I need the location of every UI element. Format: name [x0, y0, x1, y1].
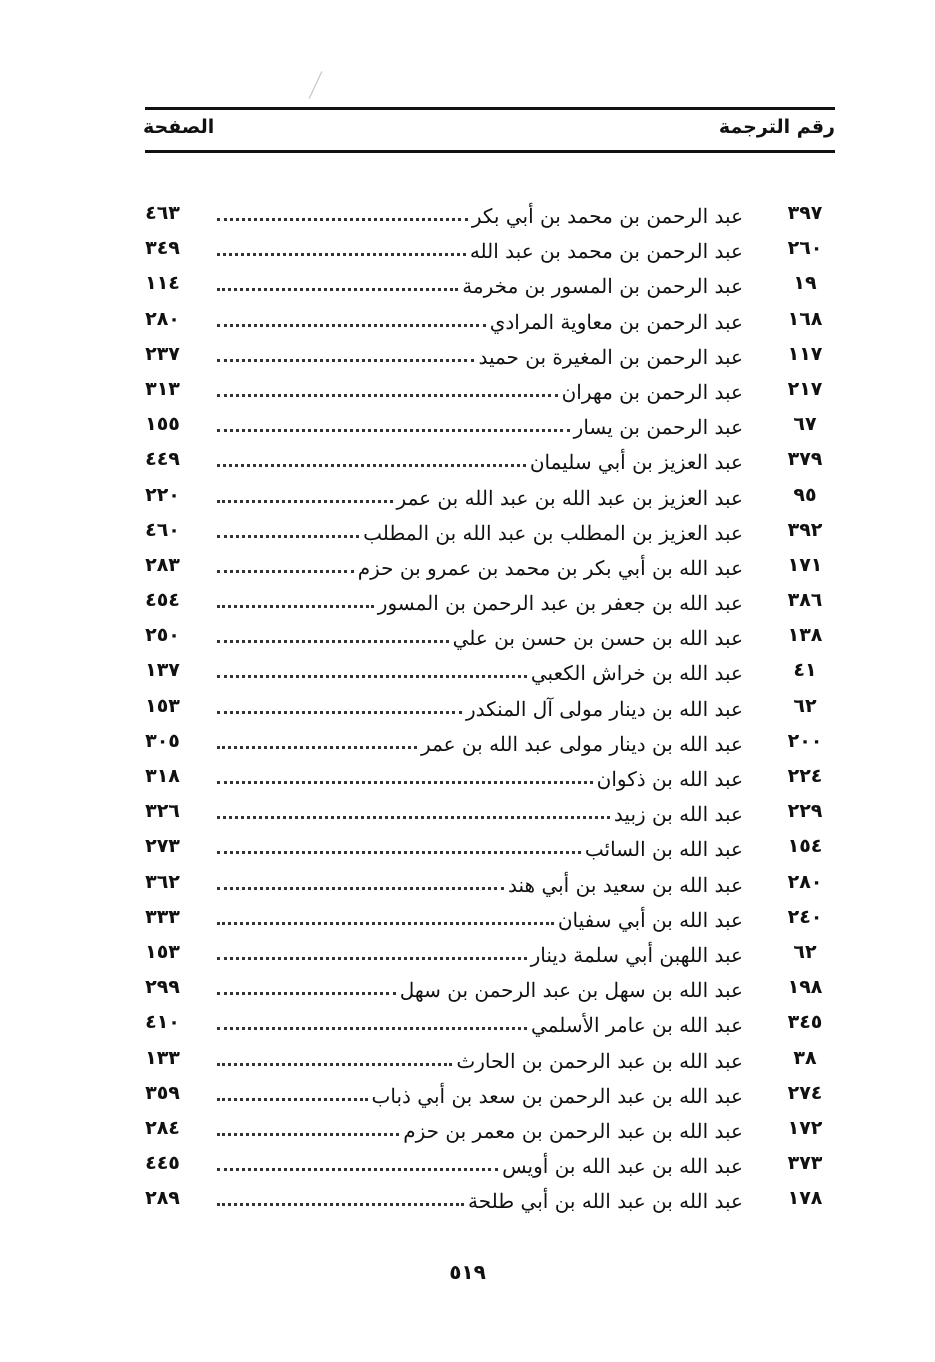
entry-page: ٢٨٠: [145, 307, 180, 330]
entry-number: ٢٨٠: [787, 870, 823, 893]
dot-leader: [217, 570, 354, 573]
index-entry: [135, 374, 835, 409]
entry-name: عبد الرحمن بن محمد بن أبي بكر: [471, 204, 743, 228]
entry-name-leader: [217, 552, 743, 582]
entry-number: ٢١٧: [787, 377, 823, 400]
index-entry: [135, 691, 835, 726]
index-entry: [135, 304, 835, 339]
dot-leader: [217, 359, 474, 362]
index-entry: [135, 867, 835, 902]
dot-leader: [217, 1133, 399, 1136]
entry-page: ٣٦٢: [145, 870, 180, 893]
index-entry: [135, 902, 835, 937]
entry-name: عبد اللهبن أبي سلمة دينار: [530, 942, 743, 967]
entry-page: ٤١٠: [145, 1011, 180, 1034]
entry-page: ١٣٧: [145, 659, 180, 682]
dot-leader: [217, 887, 504, 890]
index-entry: [135, 233, 835, 268]
entry-name: عبد الله بن أبي سفيان: [557, 907, 743, 932]
entry-number: ١٦٨: [787, 307, 823, 330]
entry-name: عبد العزيز بن المطلب بن عبد الله بن المطلب: [363, 520, 743, 545]
entry-page: ١٥٣: [145, 940, 180, 963]
entry-name: عبد الرحمن بن مهران: [561, 379, 743, 404]
dot-leader: [217, 218, 468, 221]
dot-leader: [217, 957, 527, 960]
dot-leader: [217, 816, 610, 819]
index-entries: [135, 198, 835, 1218]
entry-name: عبد الرحمن بن المسور بن مخرمة: [462, 274, 743, 299]
entry-name: عبد الرحمن بن المغيرة بن حميد: [478, 344, 743, 369]
entry-name-leader: [217, 517, 743, 547]
index-entry: [135, 268, 835, 303]
entry-number: ٣٩٧: [787, 202, 823, 224]
entry-name-leader: [217, 904, 743, 934]
dot-leader: [217, 711, 462, 714]
entry-name-leader: [217, 200, 743, 230]
dot-leader: [217, 640, 449, 643]
entry-page: ٢٨٤: [145, 1116, 180, 1139]
entry-page: ٢٨٣: [145, 553, 180, 576]
dot-leader: [217, 253, 466, 256]
entry-page: ٢٩٩: [145, 976, 180, 999]
entry-name: عبد الله بن زبيد: [613, 802, 743, 827]
entry-page: ٣١٨: [145, 765, 180, 787]
entry-number: ٣٤٥: [787, 1011, 823, 1034]
entry-number: ٦٢: [793, 940, 817, 963]
entry-name-leader: [217, 306, 743, 336]
entry-page: ٢٨٩: [145, 1187, 180, 1210]
entry-number: ٩٥: [793, 483, 817, 506]
dot-leader: [217, 922, 554, 925]
entry-name: عبد الرحمن بن معاوية المرادي: [489, 309, 743, 334]
index-entry: [135, 444, 835, 479]
entry-name: عبد الله بن دينار مولى عبد الله بن عمر: [421, 731, 743, 756]
entry-name: عبد العزيز بن أبي سليمان: [529, 450, 743, 475]
dot-leader: [217, 992, 396, 995]
index-entry: [135, 1007, 835, 1042]
dot-leader: [217, 1168, 498, 1171]
entry-number: ٣٨٦: [787, 589, 823, 612]
entry-name-leader: [217, 622, 743, 652]
entry-page: ٤٤٩: [145, 448, 180, 471]
entry-name-leader: [217, 587, 743, 617]
entry-name: عبد الله بن عامر الأسلمي: [530, 1013, 743, 1038]
entry-page: ٤٦٣: [145, 202, 180, 224]
dot-leader: [217, 1063, 452, 1066]
dot-leader: [217, 1098, 368, 1101]
index-entry: [135, 972, 835, 1007]
dot-leader: [217, 394, 558, 397]
entry-name-leader: [217, 1080, 743, 1110]
entry-number: ١٥٤: [787, 835, 823, 858]
entry-number: ٢٤٠: [787, 905, 823, 928]
dot-leader: [217, 781, 593, 784]
entry-name: عبد الله بن عبد الرحمن بن سعد بن أبي ذباب: [371, 1083, 743, 1108]
entry-name: عبد الله بن حسن بن حسن بن علي: [452, 626, 743, 651]
dot-leader: [217, 324, 486, 327]
entry-page: ٢٧٣: [145, 835, 180, 858]
index-entry: [135, 655, 835, 690]
entry-name: عبد الله بن خراش الكعبي: [530, 661, 743, 686]
entry-page: ٢٢٠: [145, 483, 180, 506]
entry-number: ١٧١: [787, 553, 823, 576]
column-header-page: الصفحة: [143, 116, 215, 138]
index-entry: [135, 796, 835, 831]
entry-number: ٢٠٠: [787, 729, 823, 752]
entry-number: ٣٨: [793, 1046, 817, 1069]
entry-name-leader: [217, 1115, 743, 1145]
entry-page: ١١٤: [145, 272, 180, 295]
entry-name-leader: [217, 1185, 743, 1215]
entry-name: عبد الرحمن بن يسار: [573, 415, 743, 440]
entry-name-leader: [217, 657, 743, 687]
entry-page: ٣٢٦: [145, 800, 180, 823]
entry-name: عبد العزيز بن عبد الله بن عبد الله بن عمر: [396, 485, 743, 510]
index-entry: [135, 585, 835, 620]
index-entry: [135, 515, 835, 550]
entry-page: ٤٥٤: [145, 589, 180, 612]
entry-number: ٣٩٢: [787, 518, 823, 541]
entry-name: عبد الله بن عبد الرحمن بن معمر بن حزم: [403, 1118, 743, 1143]
entry-name: عبد الله بن سعيد بن أبي هند: [508, 872, 743, 897]
entry-name: عبد الله بن أبي بكر بن محمد بن عمرو بن حزم: [357, 555, 743, 580]
entry-name-leader: [217, 1045, 743, 1075]
index-entry: [135, 726, 835, 761]
entry-name: عبد الله بن جعفر بن عبد الرحمن بن المسور: [377, 591, 743, 616]
index-entry: [135, 620, 835, 655]
entry-name-leader: [217, 693, 743, 723]
entry-name-leader: [217, 482, 743, 512]
entry-page: ١٥٣: [145, 694, 180, 717]
column-header-entry-number: رقم الترجمة: [718, 116, 835, 138]
entry-number: ٣٧٣: [787, 1152, 823, 1175]
entry-name: عبد الله بن عبد الله بن أبي طلحة: [468, 1189, 743, 1214]
entry-number: ١١٧: [787, 342, 823, 365]
entry-number: ٤١: [793, 659, 817, 682]
entry-name-leader: [217, 798, 743, 828]
index-entry: [135, 339, 835, 374]
entry-name-leader: [217, 1009, 743, 1039]
entry-page: ٣٤٩: [145, 237, 180, 260]
entry-page: ٣٠٥: [145, 729, 180, 752]
entry-page: ٣١٣: [145, 377, 180, 400]
dot-leader: [217, 464, 526, 467]
dot-leader: [217, 675, 527, 678]
dot-leader: [217, 288, 458, 291]
entry-name-leader: [217, 974, 743, 1004]
index-entry: [135, 409, 835, 444]
entry-name-leader: [217, 376, 743, 406]
entry-number: ٦٧: [793, 413, 817, 436]
dot-leader: [217, 429, 570, 432]
index-entry: [135, 1148, 835, 1183]
index-entry: [135, 1183, 835, 1218]
entry-name-leader: [217, 728, 743, 758]
entry-name-leader: [217, 270, 743, 300]
entry-number: ١٩: [793, 272, 817, 295]
entry-page: ٢٣٧: [145, 342, 180, 365]
entry-name-leader: [217, 763, 743, 793]
entry-name: عبد الله بن دينار مولى آل المنكدر: [465, 696, 743, 721]
entry-page: ١٣٣: [145, 1046, 180, 1069]
entry-page: ٤٤٥: [145, 1152, 180, 1175]
entry-number: ١٧٨: [787, 1187, 823, 1210]
index-entry: [135, 937, 835, 972]
entry-number: ٢٧٤: [787, 1081, 823, 1104]
entry-number: ١٧٢: [787, 1116, 823, 1139]
dot-leader: [217, 1203, 464, 1206]
index-entry: [135, 1113, 835, 1148]
index-entry: [135, 1078, 835, 1113]
entry-name: عبد الله بن ذكوان: [596, 767, 743, 791]
entry-number: ٦٢: [793, 694, 817, 717]
index-entry: [135, 198, 835, 233]
dot-leader: [217, 851, 581, 854]
entry-page: ٣٣٣: [145, 905, 180, 928]
entry-page: ٢٥٠: [145, 624, 180, 647]
header-rule-top: [145, 107, 835, 110]
index-entry: [135, 1043, 835, 1078]
entry-name-leader: [217, 341, 743, 371]
index-entry: [135, 480, 835, 515]
entry-number: ١٩٨: [787, 976, 823, 999]
entry-name-leader: [217, 1150, 743, 1180]
entry-name: عبد الله بن عبد الرحمن بن الحارث: [456, 1048, 743, 1073]
index-entry: [135, 550, 835, 585]
entry-number: ٢٢٩: [787, 800, 823, 823]
header-rule-bottom: [145, 150, 835, 153]
entry-name-leader: [217, 411, 743, 441]
entry-page: ١٥٥: [145, 413, 180, 436]
entry-number: ١٣٨: [787, 624, 823, 647]
entry-name-leader: [217, 833, 743, 863]
index-entry: [135, 831, 835, 866]
entry-number: ٣٧٩: [787, 448, 823, 471]
dot-leader: [217, 605, 374, 608]
dot-leader: [217, 1027, 527, 1030]
entry-name-leader: [217, 446, 743, 476]
entry-name-leader: [217, 235, 743, 265]
entry-name-leader: [217, 869, 743, 899]
entry-page: ٣٥٩: [145, 1081, 180, 1104]
entry-number: ٢٢٤: [787, 765, 823, 787]
dot-leader: [217, 500, 393, 503]
entry-name: عبد الله بن عبد الله بن أويس: [502, 1154, 743, 1179]
entry-number: ٢٦٠: [787, 237, 823, 260]
entry-name: عبد الله بن سهل بن عبد الرحمن بن سهل: [399, 978, 743, 1003]
entry-name: عبد الله بن السائب: [584, 837, 743, 862]
scan-mark: [309, 71, 323, 99]
entry-page: ٤٦٠: [145, 518, 180, 541]
dot-leader: [217, 746, 417, 749]
dot-leader: [217, 535, 359, 538]
entry-name-leader: [217, 939, 743, 969]
index-entry: [135, 761, 835, 796]
entry-name: عبد الرحمن بن محمد بن عبد الله: [469, 239, 743, 264]
page-number: ٥١٩: [449, 1260, 486, 1284]
